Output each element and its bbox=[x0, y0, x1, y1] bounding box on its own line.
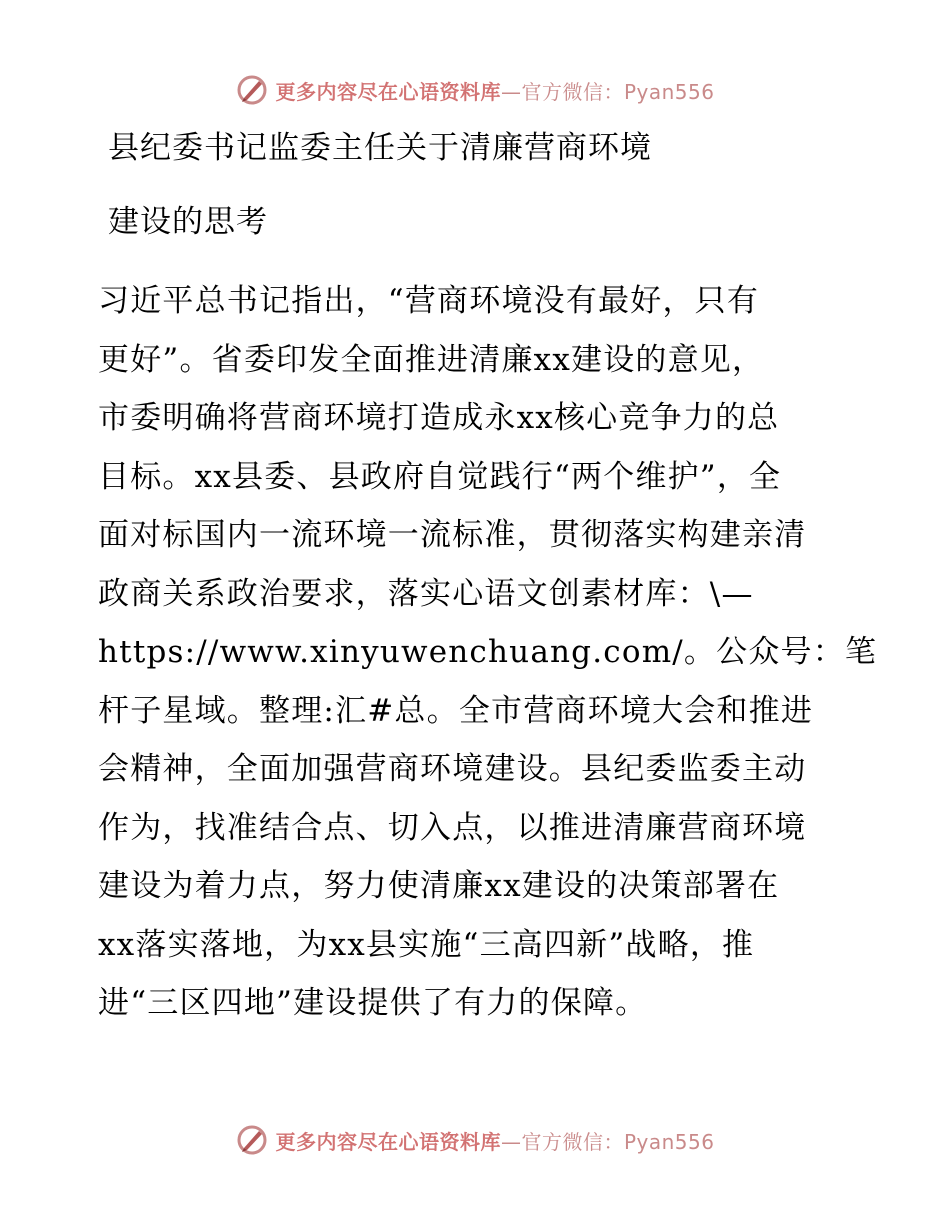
text-line: 政商关系政治要求，落实心语文创素材库：\— bbox=[98, 575, 754, 612]
text-line: xx落实落地，为xx县实施“三高四新”战略，推 bbox=[98, 926, 755, 963]
text-line: 更好”。省委印发全面推进清廉xx建设的意见， bbox=[98, 341, 765, 378]
text-line: 市委明确将营商环境打造成永xx核心竞争力的总 bbox=[98, 400, 780, 436]
text-line: 会精神，全面加强营商环境建设。县纪委监委主动 bbox=[98, 751, 807, 787]
quill-pen-icon bbox=[235, 1123, 269, 1157]
text-line: 面对标国内一流环境一流标准，贯彻落实构建亲清 bbox=[98, 517, 807, 553]
text-line: 建设为着力点，努力使清廉xx建设的决策部署在 bbox=[98, 868, 780, 904]
document-title-line-1: 县纪委书记监委主任关于清廉营商环境 bbox=[108, 130, 652, 166]
document-title-line-2: 建设的思考 bbox=[108, 204, 268, 240]
header-watermark bbox=[0, 70, 950, 110]
body-paragraph bbox=[98, 272, 878, 1033]
text-line-url: https://www.xinyuwenchuang.com/。公众号：笔 bbox=[98, 634, 878, 670]
watermark-text: 更多内容尽在心语资料库—官方微信：Pyan556 bbox=[275, 1129, 715, 1154]
text-line: 杆子星域。整理:汇#总。全市营商环境大会和推进 bbox=[98, 692, 814, 729]
quill-pen-icon bbox=[235, 73, 269, 107]
text-line: 目标。xx县委、县政府自觉践行“两个维护”，全 bbox=[98, 458, 782, 495]
footer-watermark bbox=[0, 1120, 950, 1160]
watermark-text: 更多内容尽在心语资料库—官方微信：Pyan556 bbox=[275, 79, 715, 104]
text-line: 习近平总书记指出，“营商环境没有最好，只有 bbox=[98, 283, 760, 319]
text-line: 作为，找准结合点、切入点，以推进清廉营商环境 bbox=[98, 809, 807, 846]
text-line: 进“三区四地”建设提供了有力的保障。 bbox=[98, 985, 648, 1021]
